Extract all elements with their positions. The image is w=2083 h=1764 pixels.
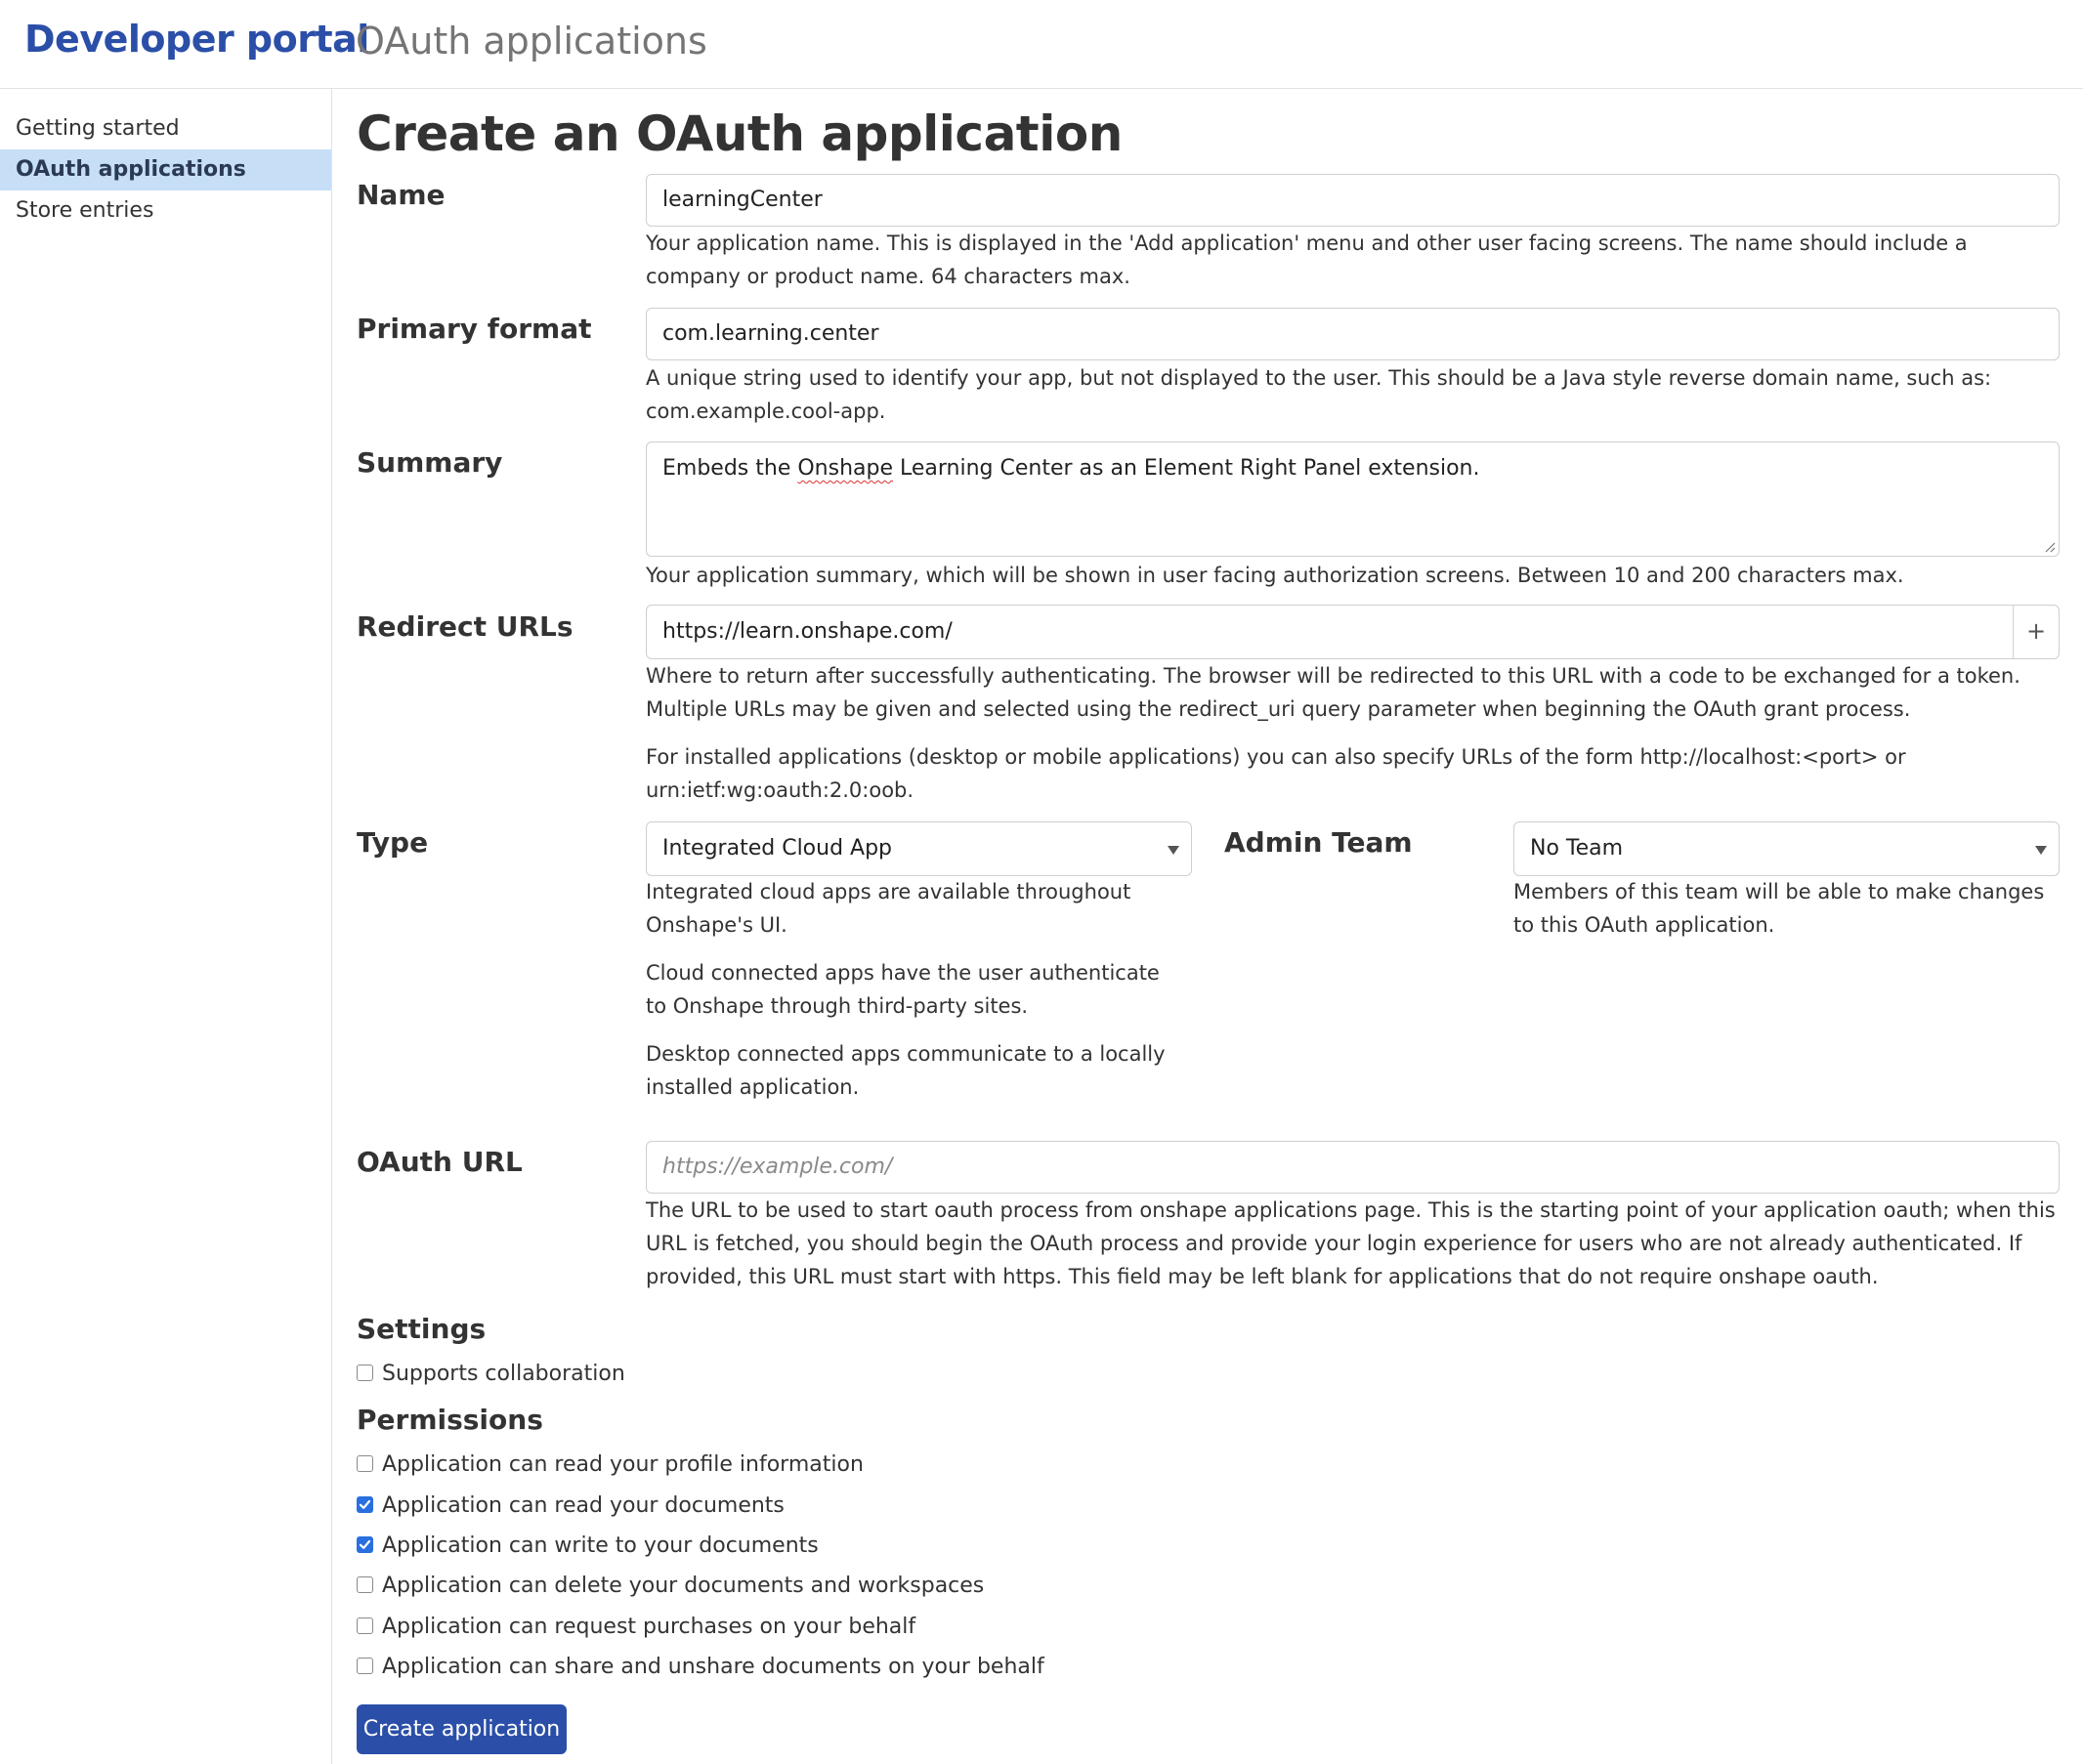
- type-help-integrated: Integrated cloud apps are available throughout Onshape's UI.: [646, 880, 1131, 937]
- sidebar-item-oauth-applications[interactable]: OAuth applications: [0, 149, 331, 190]
- summary-help: Your application summary, which will be shown in user facing authorization screens. Between 10 and 200 characters max.: [646, 564, 1904, 587]
- checkbox-label: Application can share and unshare documents on your behalf: [382, 1655, 1044, 1679]
- type-select-value: Integrated Cloud App: [662, 836, 893, 861]
- checkbox-box[interactable]: [357, 1365, 373, 1381]
- create-application-button[interactable]: Create application: [357, 1704, 567, 1754]
- checkbox-label: Application can read your profile information: [382, 1452, 864, 1477]
- name-help: Your application name. This is displayed in the 'Add application' menu and other user facing screens. The name should include a company or product name. 64 characters max.: [646, 231, 1968, 288]
- summary-label: Summary: [357, 446, 503, 479]
- checkbox-box[interactable]: [357, 1455, 373, 1472]
- admin-team-select[interactable]: [1513, 821, 2060, 876]
- checkbox-label: Application can write to your documents: [382, 1533, 819, 1558]
- checkbox-box[interactable]: [357, 1617, 373, 1634]
- checkbox-label: Application can read your documents: [382, 1493, 785, 1518]
- type-help-desktop-connected: Desktop connected apps communicate to a locally installed application.: [646, 1042, 1166, 1099]
- checkmark-icon: [359, 1538, 371, 1551]
- checkbox-box[interactable]: [357, 1658, 373, 1674]
- redirect-urls-help: Where to return after successfully authenticating. The browser will be redirected to this URL with a code to be exchanged for a token. Multiple URLs may be given and selected using the redirect_uri query parameter when beginning the OAuth grant process.: [646, 664, 2020, 721]
- sidebar-item-store-entries[interactable]: Store entries: [16, 198, 154, 223]
- redirect-urls-label: Redirect URLs: [357, 610, 574, 643]
- summary-textarea[interactable]: [646, 441, 2060, 557]
- page-title: Create an OAuth application: [357, 105, 1123, 162]
- summary-text-end: Learning Center as an Element Right Panel extension.: [893, 456, 1480, 481]
- redirect-url-input[interactable]: https://learn.onshape.com/: [646, 605, 2014, 659]
- checkbox-label: Application can delete your documents and workspaces: [382, 1574, 985, 1598]
- checkbox-label: Application can request purchases on your behalf: [382, 1615, 916, 1639]
- type-label: Type: [357, 826, 429, 859]
- checkbox-label: Supports collaboration: [382, 1362, 625, 1386]
- name-input[interactable]: learningCenter: [646, 174, 2060, 227]
- summary-misspelled-word: Onshape: [797, 456, 894, 481]
- settings-heading: Settings: [357, 1313, 487, 1345]
- developer-portal-link[interactable]: Developer portal: [24, 18, 369, 61]
- add-redirect-url-button[interactable]: +: [2013, 605, 2060, 659]
- primary-format-input[interactable]: com.learning.center: [646, 308, 2060, 360]
- sidebar: [0, 89, 332, 1764]
- admin-team-label: Admin Team: [1224, 826, 1413, 859]
- primary-format-help: A unique string used to identify your app, but not displayed to the user. This should be a Java style reverse domain name, such as: com.example.cool-app.: [646, 366, 1992, 423]
- name-label: Name: [357, 179, 446, 211]
- permissions-heading: Permissions: [357, 1404, 543, 1436]
- summary-text-start: Embeds the: [662, 456, 798, 481]
- oauth-url-input[interactable]: https://example.com/: [646, 1141, 2060, 1194]
- sidebar-item-getting-started[interactable]: Getting started: [16, 116, 180, 141]
- checkbox-box[interactable]: [357, 1576, 373, 1593]
- oauth-url-help: The URL to be used to start oauth process from onshape applications page. This is the starting point of your application oauth; when this URL is fetched, you should begin the OAuth process and provide your login experience for users who are not already authenticated. If provided, this URL must start with https. This field may be left blank for applications that do not require onshape oauth.: [646, 1198, 2056, 1288]
- primary-format-label: Primary format: [357, 313, 592, 345]
- oauth-url-label: OAuth URL: [357, 1146, 523, 1178]
- chevron-down-icon: [1168, 846, 1179, 855]
- top-header: [0, 0, 2083, 89]
- type-select[interactable]: [646, 821, 1192, 876]
- header-section-title: OAuth applications: [356, 20, 707, 63]
- type-help-cloud-connected: Cloud connected apps have the user authenticate to Onshape through third-party sites.: [646, 961, 1160, 1018]
- redirect-urls-installed-help: For installed applications (desktop or mobile applications) you can also specify URLs of the form http://localhost:<port> or urn:ietf:wg:oauth:2.0:oob.: [646, 745, 1906, 802]
- checkmark-icon: [359, 1498, 371, 1511]
- resize-grip-icon[interactable]: [2044, 541, 2056, 553]
- chevron-down-icon: [2035, 846, 2047, 855]
- checkbox-box[interactable]: [357, 1496, 373, 1513]
- admin-team-select-value: No Team: [1530, 836, 1624, 861]
- checkbox-box[interactable]: [357, 1536, 373, 1553]
- admin-team-help: Members of this team will be able to make changes to this OAuth application.: [1513, 880, 2045, 937]
